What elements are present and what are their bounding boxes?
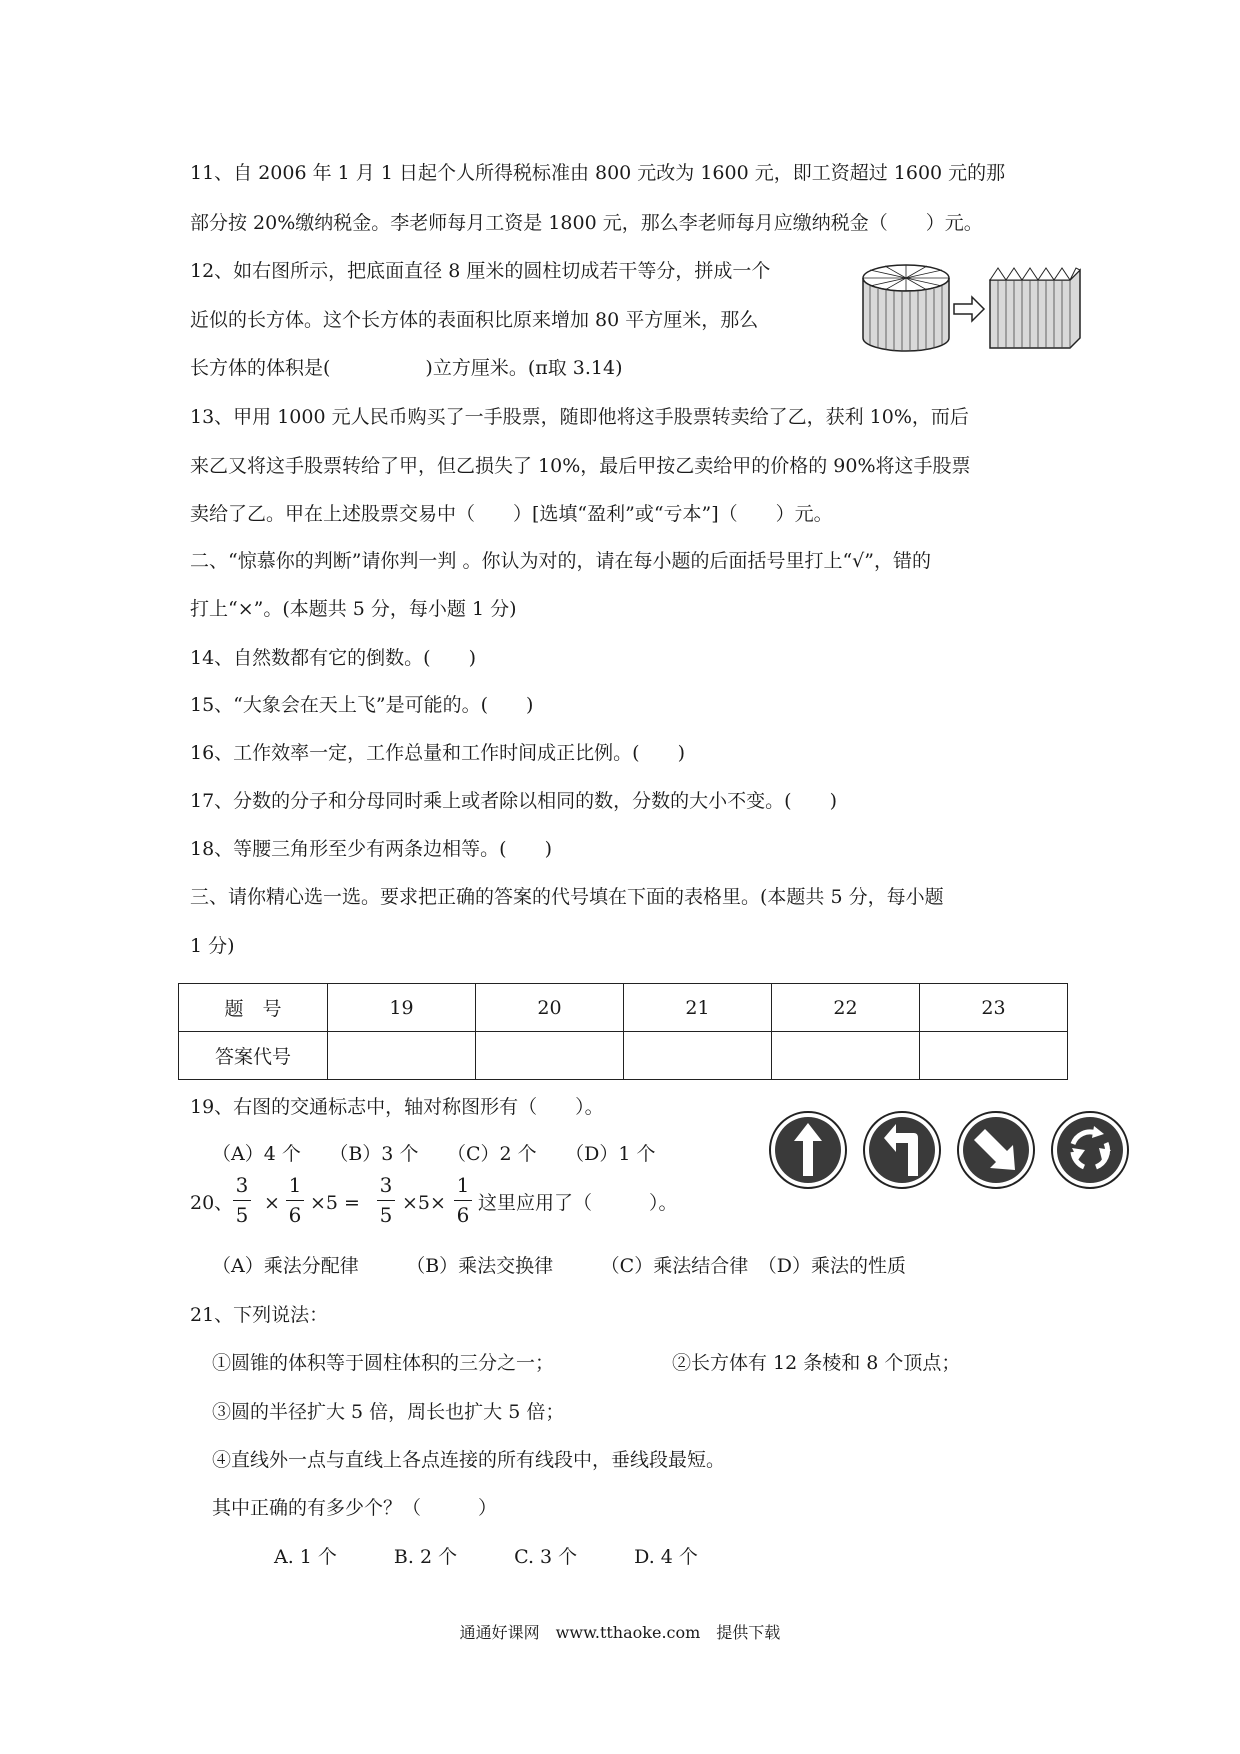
- table-cell-number: 21: [624, 984, 772, 1032]
- table-cell-number: 20: [476, 984, 624, 1032]
- sign-diagonal-icon: [958, 1112, 1034, 1188]
- answer-cell-20[interactable]: [476, 1032, 624, 1080]
- answer-cell-21[interactable]: [624, 1032, 772, 1080]
- q19-stem: 19、右图的交通标志中，轴对称图形有（ ）。: [190, 1096, 604, 1118]
- q21-question: 其中正确的有多少个？（ ）: [212, 1497, 498, 1519]
- q12-figure: [860, 262, 1086, 354]
- q21-statement-2: ②长方体有 12 条棱和 8 个顶点；: [672, 1352, 961, 1374]
- table-answer-label: 答案代号: [179, 1032, 328, 1080]
- table-cell-number: 22: [772, 984, 920, 1032]
- q12-line3: 长方体的体积是( )立方厘米。(π取 3.14): [190, 357, 623, 379]
- q20-mid: ×5 =: [310, 1192, 360, 1214]
- q18: 18、等腰三角形至少有两条边相等。( ): [190, 838, 553, 860]
- fraction-1-6: 1 6: [286, 1174, 304, 1226]
- answer-cell-19[interactable]: [328, 1032, 476, 1080]
- q21-statement-1: ①圆锥的体积等于圆柱体积的三分之一；: [212, 1352, 555, 1374]
- section3-heading-line1: 三、请你精心选一选。要求把正确的答案的代号填在下面的表格里。(本题共 5 分，每小题: [190, 886, 944, 908]
- cuboid-icon: [990, 268, 1080, 348]
- sign-roundabout-icon: [1052, 1112, 1128, 1188]
- q21-statement-3: ③圆的半径扩大 5 倍，周长也扩大 5 倍；: [212, 1401, 565, 1423]
- table-header-label: 题 号: [179, 984, 328, 1032]
- arrow-right-icon: [954, 297, 984, 321]
- q15: 15、“大象会在天上飞”是可能的。( ): [190, 694, 534, 716]
- section2-heading-line2: 打上“×”。(本题共 5 分，每小题 1 分): [190, 598, 517, 620]
- page-footer: 通通好课网 www.tthaoke.com 提供下载: [459, 1623, 781, 1642]
- q13-line1: 13、甲用 1000 元人民币购买了一手股票，随即他将这手股票转卖给了乙，获利 10%，而后: [190, 406, 969, 428]
- q17: 17、分数的分子和分母同时乘上或者除以相同的数，分数的大小不变。( ): [190, 790, 838, 812]
- q20-times2: ×5×: [402, 1192, 446, 1214]
- q20-prefix: 20、: [190, 1192, 234, 1214]
- table-cell-number: 19: [328, 984, 476, 1032]
- section3-heading-line2: 1 分): [190, 935, 235, 957]
- q16: 16、工作效率一定，工作总量和工作时间成正比例。( ): [190, 742, 686, 764]
- q13-line2: 来乙又将这手股票转给了甲，但乙损失了 10%，最后甲按乙卖给甲的价格的 90%将这手股票: [190, 455, 971, 477]
- answer-cell-23[interactable]: [920, 1032, 1068, 1080]
- q20-options: （A）乘法分配律 （B）乘法交换律 （C）乘法结合律 （D）乘法的性质: [212, 1255, 906, 1277]
- q21-stem: 21、下列说法：: [190, 1304, 329, 1326]
- section2-heading-line1: 二、“惊慕你的判断”请你判一判 。你认为对的，请在每小题的后面括号里打上“√”，错的: [190, 550, 932, 572]
- q20-times1: ×: [264, 1192, 280, 1214]
- q11-line2: 部分按 20%缴纳税金。李老师每月工资是 1800 元，那么李老师每月应缴纳税金（ ）元。: [190, 212, 983, 234]
- q12-line2: 近似的长方体。这个长方体的表面积比原来增加 80 平方厘米，那么: [190, 309, 759, 331]
- fraction-3-5: 3 5: [377, 1174, 395, 1226]
- fraction-1-6: 1 6: [454, 1174, 472, 1226]
- q19-options: （A）4 个 （B）3 个 （C）2 个 （D）1 个: [212, 1143, 656, 1165]
- q13-line3: 卖给了乙。甲在上述股票交易中（ ）[选填“盈利”或“亏本”]（ ）元。: [190, 503, 833, 525]
- sign-straight-icon: [770, 1112, 846, 1188]
- traffic-signs: [768, 1110, 1132, 1190]
- answer-cell-22[interactable]: [772, 1032, 920, 1080]
- table-row-numbers: [179, 984, 1068, 1032]
- answer-table: [178, 983, 1068, 1080]
- q11-line1: 11、自 2006 年 1 月 1 日起个人所得税标准由 800 元改为 1600 元，即工资超过 1600 元的那: [190, 162, 1006, 184]
- q14: 14、自然数都有它的倒数。( ): [190, 647, 477, 669]
- cylinder-icon: [863, 265, 949, 351]
- table-cell-number: 23: [920, 984, 1068, 1032]
- fraction-3-5: 3 5: [233, 1174, 251, 1226]
- table-row-answers: [179, 1032, 1068, 1080]
- q21-statement-4: ④直线外一点与直线上各点连接的所有线段中，垂线段最短。: [212, 1449, 726, 1471]
- q21-options: A. 1 个 B. 2 个 C. 3 个 D. 4 个: [274, 1546, 698, 1568]
- q12-line1: 12、如右图所示，把底面直径 8 厘米的圆柱切成若干等分，拼成一个: [190, 260, 771, 282]
- q20-suffix: 这里应用了（ ）。: [478, 1192, 678, 1214]
- sign-turn-left-icon: [864, 1112, 940, 1188]
